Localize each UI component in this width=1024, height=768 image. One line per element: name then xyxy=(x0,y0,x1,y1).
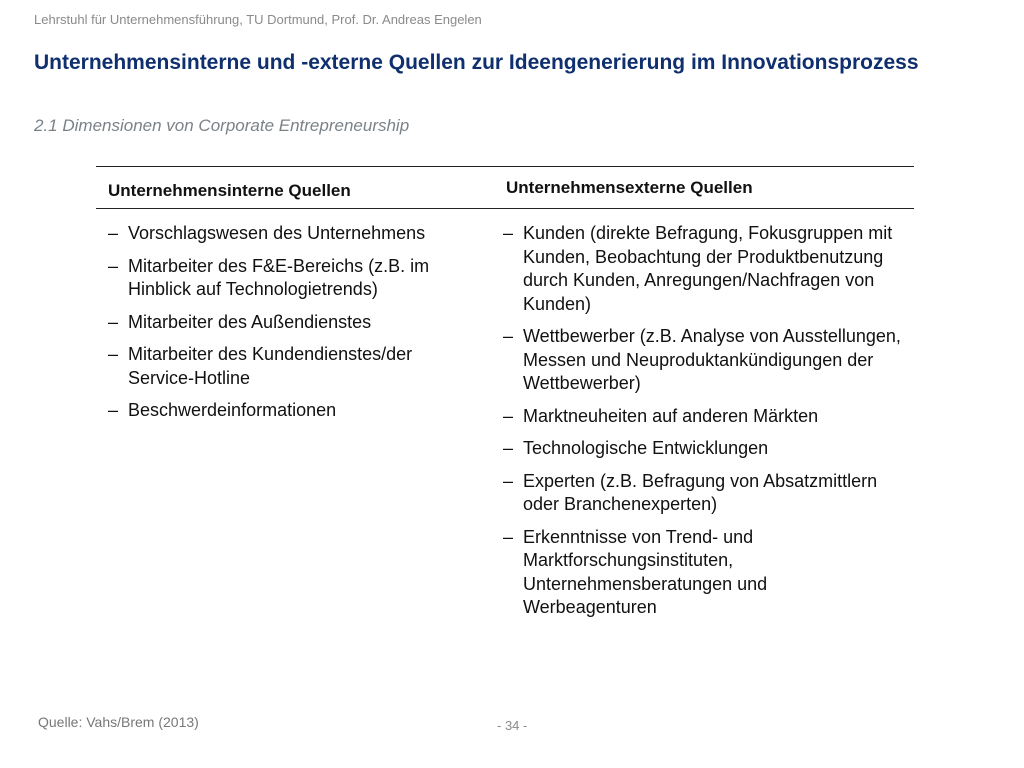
dash-bullet: – xyxy=(108,255,119,276)
list-item xyxy=(503,405,903,429)
list-item xyxy=(503,437,903,461)
dash-bullet: – xyxy=(108,344,119,364)
list-item-text: Erkenntnisse von Trend- und Marktforschungsinstituten, Unternehmensberatungen und Werbeagenturen xyxy=(523,526,768,617)
external-sources-list xyxy=(503,222,903,629)
list-item xyxy=(108,255,478,302)
dash-bullet: – xyxy=(503,405,514,426)
list-item-text: Mitarbeiter des F&E-Bereichs (z.B. im Hinblick auf Technologietrends) xyxy=(128,255,430,299)
slide-title: Unternehmensinterne und -externe Quellen zur Ideengenerierung im Innovationsprozess xyxy=(34,51,919,74)
list-item-text: Experten (z.B. Befragung von Absatzmittlern oder Branchenexperten) xyxy=(523,470,878,514)
list-item-text: Vorschlagswesen des Unternehmens xyxy=(128,223,426,243)
list-item-text: Mitarbeiter des Kundendienstes/der Service-Hotline xyxy=(128,344,413,388)
dash-bullet: – xyxy=(503,470,514,491)
list-item-text: Mitarbeiter des Außendienstes xyxy=(128,311,372,332)
table-top-rule xyxy=(96,166,914,167)
dash-bullet: – xyxy=(503,326,514,346)
list-item-text: Beschwerdeinformationen xyxy=(128,400,337,420)
list-item-text: Wettbewerber (z.B. Analyse von Ausstellungen, Messen und Neuproduktankündigungen der Wettbewerber) xyxy=(523,326,901,393)
dash-bullet: – xyxy=(503,223,514,243)
list-item xyxy=(108,222,478,246)
list-item-text: Technologische Entwicklungen xyxy=(523,438,769,458)
list-item xyxy=(503,526,903,620)
list-item xyxy=(503,222,903,316)
page-number: - 34 - xyxy=(497,718,528,733)
list-item xyxy=(108,311,478,335)
list-item xyxy=(108,343,478,390)
list-item-text: Kunden (direkte Befragung, Fokusgruppen mit Kunden, Beobachtung der Produktbenutzung durch Kunden, Anregungen/Nachfragen von Kunden) xyxy=(523,223,893,314)
dash-bullet: – xyxy=(108,400,119,420)
internal-sources-list xyxy=(108,222,478,432)
table-header-rule xyxy=(96,208,914,209)
chair-header: Lehrstuhl für Unternehmensführung, TU Dortmund, Prof. Dr. Andreas Engelen xyxy=(34,12,482,27)
dash-bullet: – xyxy=(108,311,119,332)
list-item xyxy=(503,470,903,517)
list-item-text: Marktneuheiten auf anderen Märkten xyxy=(523,405,819,426)
dash-bullet: – xyxy=(503,438,514,458)
internal-sources-heading: Unternehmensinterne Quellen xyxy=(108,181,351,200)
dash-bullet: – xyxy=(503,526,514,547)
slide-subtitle: 2.1 Dimensionen von Corporate Entrepreneurship xyxy=(34,116,410,135)
source-citation: Quelle: Vahs/Brem (2013) xyxy=(38,714,199,730)
dash-bullet: – xyxy=(108,223,119,243)
external-sources-heading: Unternehmensexterne Quellen xyxy=(506,178,753,197)
list-item xyxy=(108,399,478,423)
list-item xyxy=(503,325,903,396)
